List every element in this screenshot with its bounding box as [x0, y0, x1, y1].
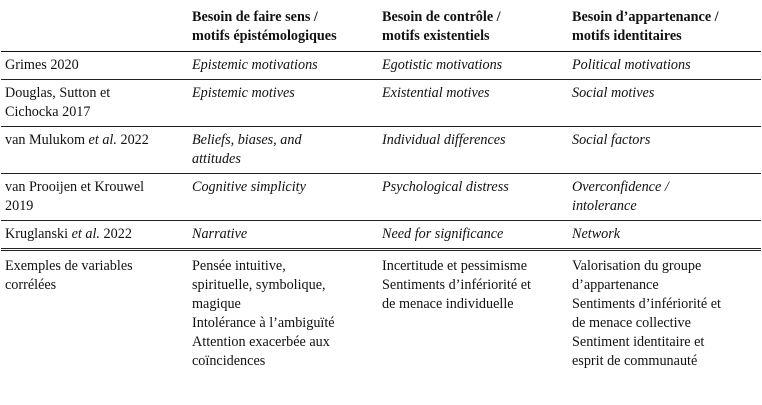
table-row: [1, 80, 761, 127]
examples-control-cell: Incertitude et pessimisme Sentiments d’infériorité et de menace individuelle: [378, 250, 568, 376]
sense-cell: Cognitive simplicity: [188, 174, 378, 221]
header-belonging: Besoin d’appartenance / motifs identitaires: [572, 9, 719, 44]
header-row: [1, 1, 761, 52]
author-cell: Douglas, Sutton et Cichocka 2017: [1, 80, 188, 127]
belonging-cell: Social motives: [568, 80, 761, 127]
header-sense-making: Besoin de faire sens / motifs épistémologiques: [192, 9, 337, 44]
control-cell: Psychological distress: [378, 174, 568, 221]
motives-table: [1, 1, 761, 375]
header-empty: [1, 1, 188, 52]
control-cell: Individual differences: [378, 127, 568, 174]
examples-label-cell: Exemples de variables corrélées: [1, 250, 188, 376]
control-cell: Existential motives: [378, 80, 568, 127]
sense-cell: Beliefs, biases, and attitudes: [188, 127, 378, 174]
sense-cell: Narrative: [188, 221, 378, 250]
author-cell: Kruglanski et al. 2022: [1, 221, 188, 250]
belonging-cell: Social factors: [568, 127, 761, 174]
belonging-cell: Network: [568, 221, 761, 250]
author-cell: Grimes 2020: [1, 52, 188, 80]
belonging-cell: Overconfidence / intolerance: [568, 174, 761, 221]
control-cell: Need for significance: [378, 221, 568, 250]
examples-sense-cell: Pensée intuitive, spirituelle, symbolique, magique Intolérance à l’ambiguïté Attention exacerbée aux coïncidences: [188, 250, 378, 376]
control-cell: Egotistic motivations: [378, 52, 568, 80]
belonging-cell: Political motivations: [568, 52, 761, 80]
examples-row: [1, 250, 761, 376]
header-control: Besoin de contrôle / motifs existentiels: [382, 9, 501, 44]
author-cell: van Prooijen et Krouwel 2019: [1, 174, 188, 221]
author-cell: van Mulukom et al. 2022: [1, 127, 188, 174]
examples-belonging-cell: Valorisation du groupe d’appartenance Sentiments d’infériorité et de menace collective Sentiment identitaire et esprit de communauté: [568, 250, 761, 376]
table-row: [1, 221, 761, 250]
sense-cell: Epistemic motivations: [188, 52, 378, 80]
sense-cell: Epistemic motives: [188, 80, 378, 127]
table-row: [1, 174, 761, 221]
table-row: [1, 52, 761, 80]
table-row: [1, 127, 761, 174]
